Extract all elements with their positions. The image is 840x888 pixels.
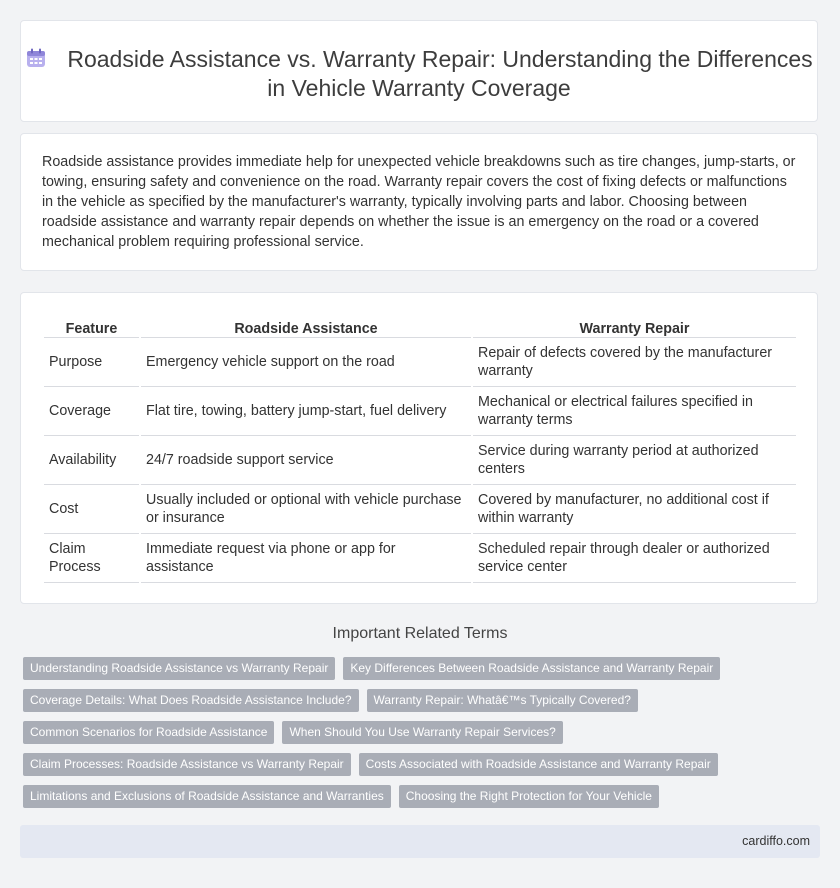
page-title-wrap	[21, 45, 817, 103]
cell-roadside: 24/7 roadside support service	[141, 436, 471, 485]
cell-warranty: Service during warranty period at authorized centers	[473, 436, 796, 485]
related-term-link[interactable]: Costs Associated with Roadside Assistance and Warranty Repair	[359, 753, 718, 776]
related-term-link[interactable]: Limitations and Exclusions of Roadside Assistance and Warranties	[23, 785, 391, 808]
table-row	[44, 485, 796, 534]
related-term-link[interactable]: Coverage Details: What Does Roadside Assistance Include?	[23, 689, 359, 712]
comparison-table	[42, 315, 798, 583]
header-feature: Feature	[44, 315, 139, 338]
page-title: Roadside Assistance vs. Warranty Repair: Understanding the Differences in Vehicle Warranty Coverage	[67, 46, 813, 101]
intro-paragraph: Roadside assistance provides immediate help for unexpected vehicle breakdowns such as tire changes, jump-starts, or towing, ensuring safety and convenience on the road. Warranty repair covers the cost of fixing defects or malfunctions in the vehicle as specified by the manufacturer's warranty, typically involving parts and labor. Choosing between roadside assistance and warranty repair depends on whether the issue is an emergency on the road or a covered mechanical problem requiring professional service.	[42, 154, 796, 250]
table-row	[44, 387, 796, 436]
header-roadside: Roadside Assistance	[141, 315, 471, 338]
related-term-link[interactable]: Common Scenarios for Roadside Assistance	[23, 721, 274, 744]
table-header-row	[44, 315, 796, 338]
cell-warranty: Mechanical or electrical failures specified in warranty terms	[473, 387, 796, 436]
related-term-link[interactable]: Claim Processes: Roadside Assistance vs Warranty Repair	[23, 753, 351, 776]
cell-warranty: Covered by manufacturer, no additional cost if within warranty	[473, 485, 796, 534]
cell-roadside: Emergency vehicle support on the road	[141, 338, 471, 387]
cell-roadside: Usually included or optional with vehicle purchase or insurance	[141, 485, 471, 534]
cell-roadside: Immediate request via phone or app for assistance	[141, 534, 471, 583]
related-terms-title: Important Related Terms	[332, 625, 508, 642]
cell-roadside: Flat tire, towing, battery jump-start, fuel delivery	[141, 387, 471, 436]
calendar-icon	[25, 47, 47, 69]
table-row	[44, 534, 796, 583]
header-warranty: Warranty Repair	[473, 315, 796, 338]
footer	[20, 825, 820, 858]
title-card	[20, 20, 818, 122]
cell-feature: Claim Process	[44, 534, 139, 583]
cell-feature: Coverage	[44, 387, 139, 436]
comparison-card	[20, 292, 818, 604]
cell-feature: Cost	[44, 485, 139, 534]
related-term-link[interactable]: Choosing the Right Protection for Your Vehicle	[399, 785, 659, 808]
related-term-link[interactable]: When Should You Use Warranty Repair Services?	[282, 721, 562, 744]
cell-feature: Purpose	[44, 338, 139, 387]
cell-feature: Availability	[44, 436, 139, 485]
cell-warranty: Scheduled repair through dealer or authorized service center	[473, 534, 796, 583]
cell-warranty: Repair of defects covered by the manufacturer warranty	[473, 338, 796, 387]
table-row	[44, 436, 796, 485]
related-term-link[interactable]: Warranty Repair: Whatâ€™s Typically Covered?	[367, 689, 638, 712]
related-terms-list	[23, 657, 823, 808]
table-row	[44, 338, 796, 387]
related-term-link[interactable]: Understanding Roadside Assistance vs Warranty Repair	[23, 657, 335, 680]
related-term-link[interactable]: Key Differences Between Roadside Assistance and Warranty Repair	[343, 657, 720, 680]
intro-card	[20, 133, 818, 271]
footer-site-link[interactable]: cardiffo.com	[742, 834, 810, 848]
